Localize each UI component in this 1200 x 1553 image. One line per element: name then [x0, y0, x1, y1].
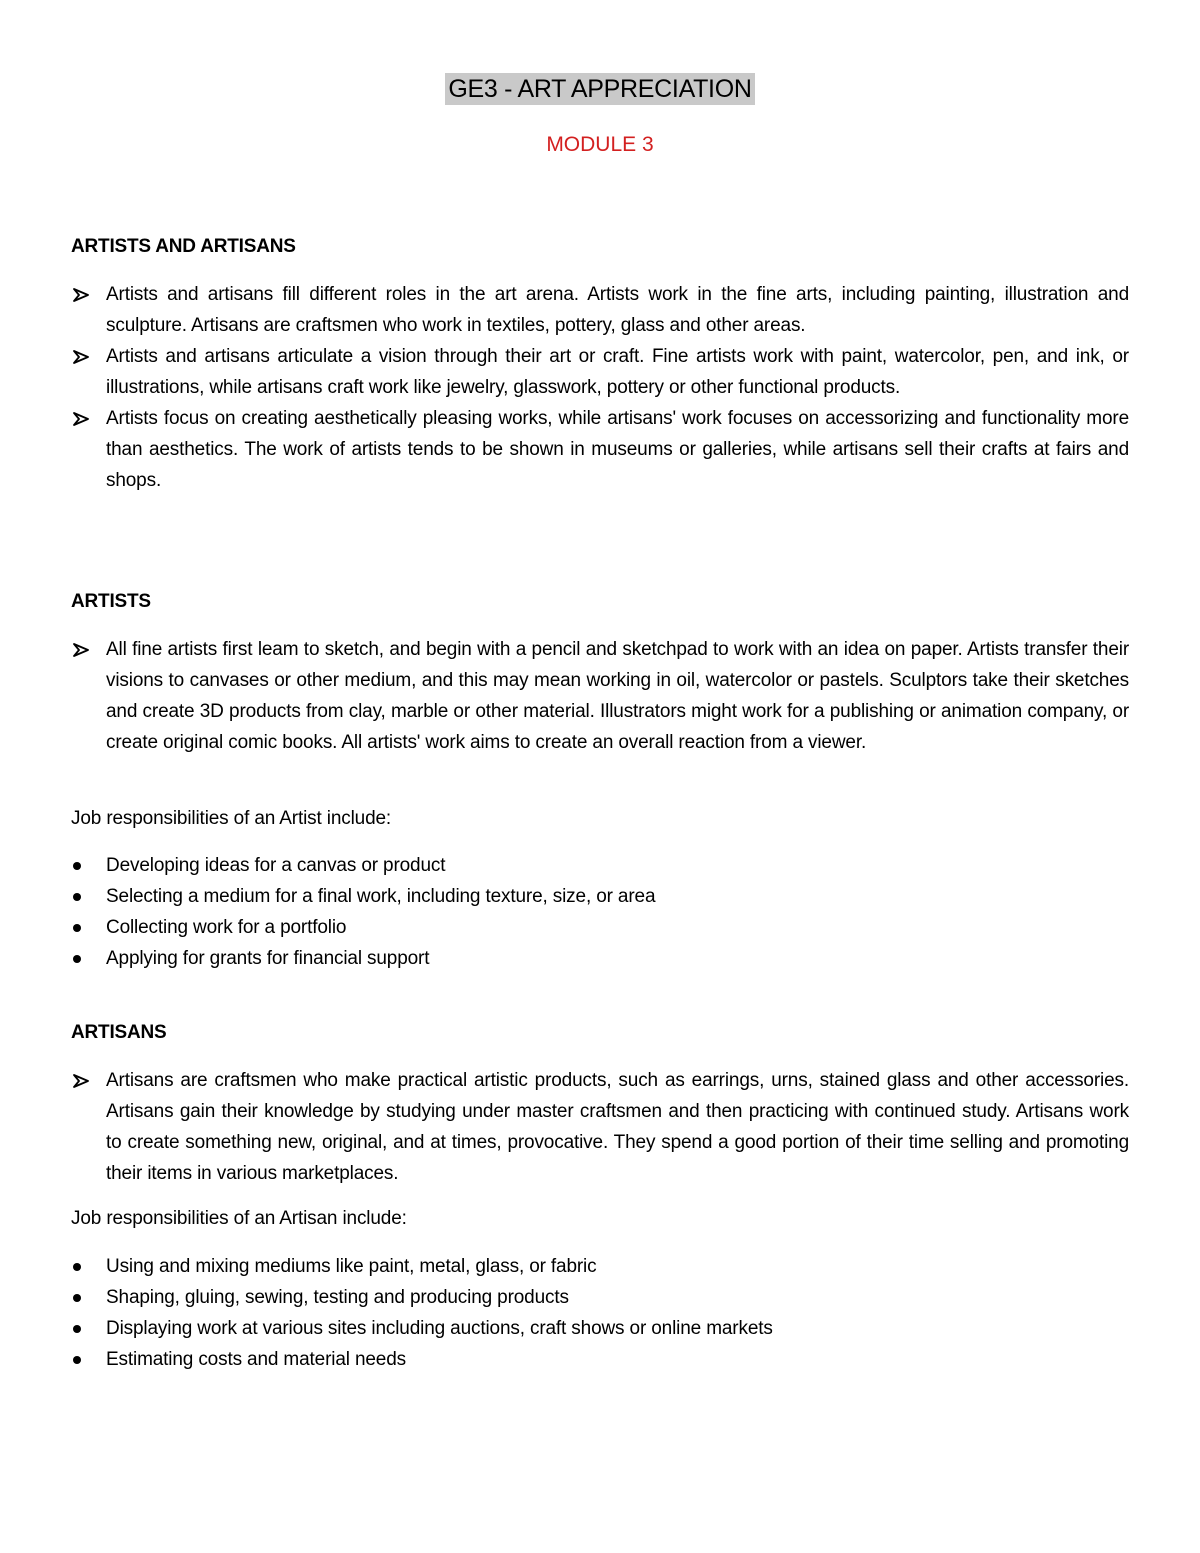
bullet-dot-icon	[73, 1263, 81, 1271]
artists-artisans-point-list	[71, 279, 1129, 496]
list-item	[71, 1282, 1129, 1313]
list-item	[71, 943, 1129, 974]
artisan-responsibilities-intro: Job responsibilities of an Artisan include:	[71, 1208, 407, 1229]
list-item	[71, 1065, 1129, 1189]
list-item-text: Selecting a medium for a final work, including texture, size, or area	[106, 886, 656, 907]
arrow-bullet-icon	[73, 643, 89, 657]
bullet-dot-icon	[73, 893, 81, 901]
list-item-text: Artists focus on creating aesthetically pleasing works, while artisans' work focuses on accessorizing and functionality more than aesthetics. The work of artists tends to be shown in museums or galleries, while artisans sell their crafts at fairs and shops.	[106, 408, 1129, 491]
list-item-text: Shaping, gluing, sewing, testing and producing products	[106, 1287, 569, 1308]
list-item-text: Artisans are craftsmen who make practical artistic products, such as earrings, urns, stained glass and other accessories. Artisans gain their knowledge by studying under master craftsmen and then practicing with continued study. Artisans work to create something new, original, and at times, provocative. They spend a good portion of their time selling and promoting their items in various marketplaces.	[106, 1070, 1129, 1184]
artists-point-list	[71, 634, 1129, 758]
section-heading-artisans: ARTISANS	[71, 1022, 167, 1043]
module-label: MODULE 3	[546, 133, 654, 156]
artisan-responsibilities-list	[71, 1251, 1129, 1375]
list-item-text: Applying for grants for financial support	[106, 948, 430, 969]
list-item	[71, 881, 1129, 912]
artist-responsibilities-intro: Job responsibilities of an Artist include:	[71, 808, 392, 829]
list-item-text: Estimating costs and material needs	[106, 1349, 406, 1370]
bullet-dot-icon	[73, 862, 81, 870]
list-item-text: Displaying work at various sites including auctions, craft shows or online markets	[106, 1318, 773, 1339]
list-item-text: Artists and artisans fill different roles in the art arena. Artists work in the fine arts, including painting, illustration and sculpture. Artisans are craftsmen who work in textiles, pottery, glass and other areas.	[106, 284, 1129, 336]
list-item-text: Developing ideas for a canvas or product	[106, 855, 446, 876]
list-item-text: All fine artists first leam to sketch, and begin with a pencil and sketchpad to work with an idea on paper. Artists transfer their visions to canvases or other medium, and this may mean working in oil, watercolor or pastels. Sculptors take their sketches and create 3D products from clay, marble or other material. Illustrators might work for a publishing or animation company, or create original comic books. All artists' work aims to create an overall reaction from a viewer.	[106, 639, 1129, 753]
list-item	[71, 403, 1129, 496]
bullet-dot-icon	[73, 1325, 81, 1333]
bullet-dot-icon	[73, 955, 81, 963]
section-heading-artists-and-artisans: ARTISTS AND ARTISANS	[71, 236, 296, 257]
list-item	[71, 1313, 1129, 1344]
artist-responsibilities-list	[71, 850, 1129, 974]
list-item-text: Using and mixing mediums like paint, metal, glass, or fabric	[106, 1256, 597, 1277]
list-item	[71, 850, 1129, 881]
list-item-text: Artists and artisans articulate a vision through their art or craft. Fine artists work with paint, watercolor, pen, and ink, or illustrations, while artisans craft work like jewelry, glasswork, pottery or other functional products.	[106, 346, 1129, 398]
arrow-bullet-icon	[73, 350, 89, 364]
list-item	[71, 912, 1129, 943]
list-item	[71, 279, 1129, 341]
list-item	[71, 634, 1129, 758]
bullet-dot-icon	[73, 1356, 81, 1364]
artisans-point-list	[71, 1065, 1129, 1189]
list-item-text: Collecting work for a portfolio	[106, 917, 347, 938]
section-heading-artists: ARTISTS	[71, 591, 151, 612]
arrow-bullet-icon	[73, 288, 89, 302]
arrow-bullet-icon	[73, 1074, 89, 1088]
list-item	[71, 1344, 1129, 1375]
arrow-bullet-icon	[73, 412, 89, 426]
list-item	[71, 1251, 1129, 1282]
document-title-text: GE3 - ART APPRECIATION	[445, 73, 754, 105]
document-title	[0, 72, 1200, 106]
list-item	[71, 341, 1129, 403]
bullet-dot-icon	[73, 924, 81, 932]
bullet-dot-icon	[73, 1294, 81, 1302]
